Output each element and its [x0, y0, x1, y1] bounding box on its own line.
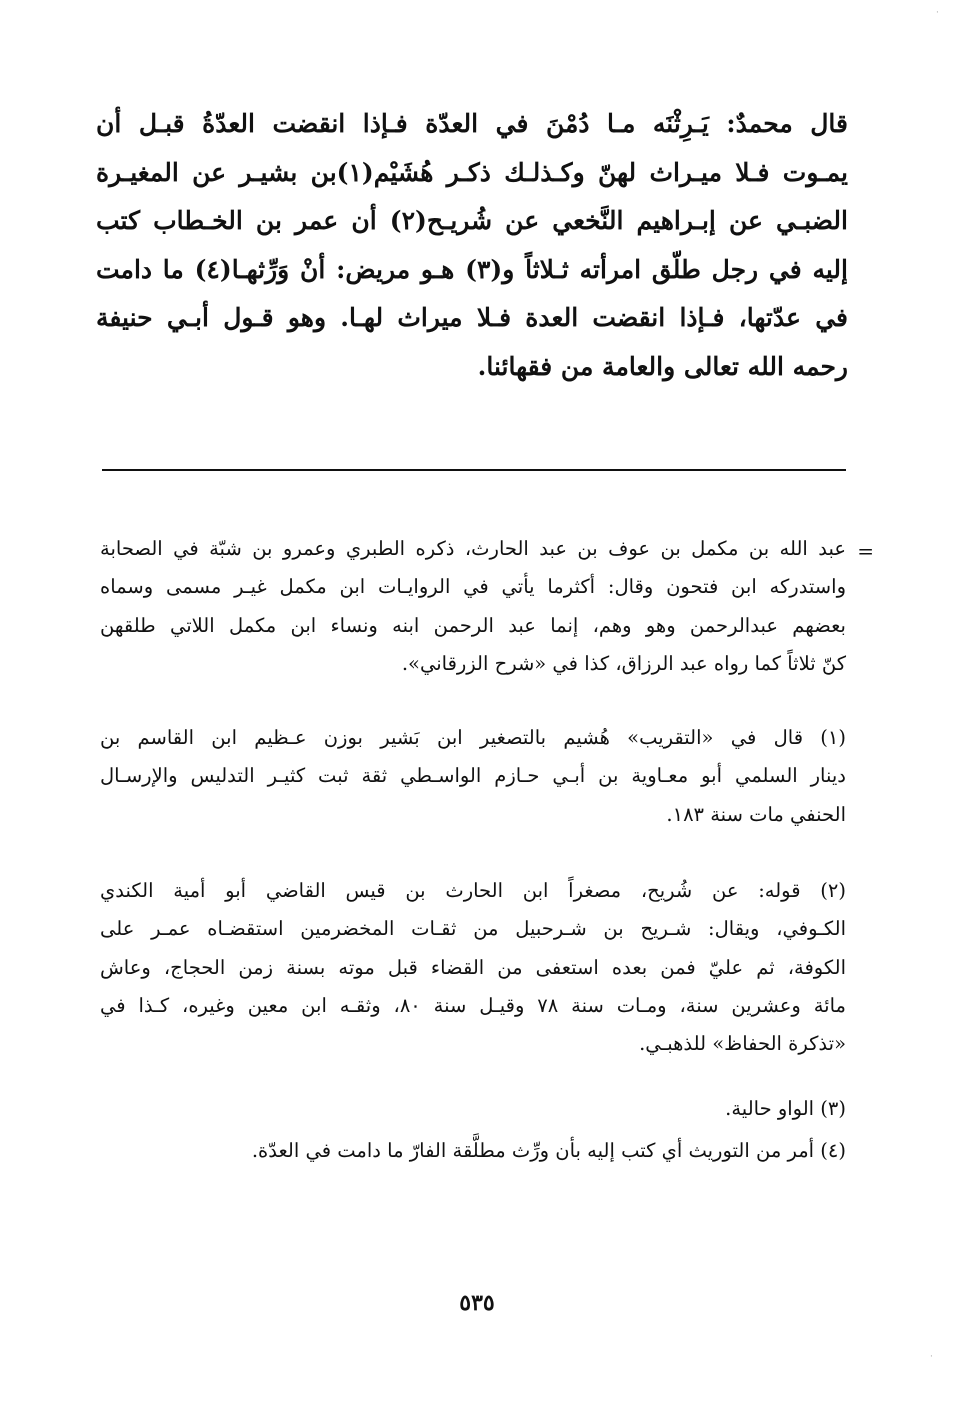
footnote-1	[100, 719, 846, 834]
scan-speck: ·	[936, 8, 939, 18]
footnote-line: مائة وعشرين سنة، ومـات سنة ٧٨ وقيـل سنة ٨٠، وثقـه ابن معين وغيره، كـذا في	[100, 993, 846, 1017]
footnote-4	[100, 1132, 846, 1170]
footnote-line: «تذكرة الحفاظ» للذهبـي.	[639, 1032, 846, 1056]
footnote-2	[100, 872, 846, 1063]
main-text-line: يمـوت فـلا ميـراث لهنّ وكـذلـك ذكـر هُشَيْم(١)بن بشيـر عن المغيـرة	[96, 157, 848, 187]
footnote-line: الكوفة، ثم عليّ فمن بعده استعفى من القضاء قبل موته بسنة زمن الحجاج، وعاش	[100, 955, 846, 979]
footnote-continuation	[100, 530, 874, 683]
main-text-line: إليه في رجل طلّق امرأته ثـلاثاً و(٣) هـو مريض: أنْ وَرِّثهـا(٤) ما دامت	[96, 254, 848, 284]
main-text-line: رحمه الله تعالى والعامة من فقهائنا.	[477, 351, 848, 381]
footnote-line: الكـوفي، ويقال: شـريح بن شـرحبيل من ثقـات المخضرمين استقضـاه عمـر على	[100, 917, 846, 941]
footnote-line: الحنفي مات سنة ١٨٣.	[666, 802, 846, 826]
footnote-line: (٤) أمر من التوريث أي كتب إليه بأن ورِّث مطلَّقة الفارّ ما دامت في العدّة.	[251, 1138, 846, 1162]
footnote-line: عبد الله بن مكمل بن عوف بن عبد الحارث، ذكره الطبري وعمرو بن شبّة في الصحابة	[100, 537, 846, 560]
main-text-line: في عدّتها، فـإذا انقضت العدة فـلا ميراث لهـا. وهو قـول أبـي حنيفة	[96, 303, 848, 332]
footnote-line: بعضهم عبدالرحمن وهو وهم، إنما عبد الرحمن ابنه ونساء ابن مكمل اللاتي طلقهن	[100, 613, 846, 637]
footnotes-section	[100, 530, 874, 1170]
footnote-separator	[102, 469, 846, 471]
footnote-line: واستدركه ابن فتحون وقال: أكثرما يأتي في الروايـات ابن مكمل غيـر مسمى وسماه	[100, 575, 846, 599]
footnote-3	[100, 1090, 846, 1128]
main-text-block	[96, 100, 848, 391]
continuation-mark: =	[857, 539, 874, 563]
footnote-line: دينار السلمي أبو معـاوية بن أبـي حـازم الواسـطي ثقة ثبت كثيـر التدليس والإرسـال	[100, 764, 846, 788]
footnote-line: (٣) الواو حالية.	[725, 1096, 846, 1120]
scan-speck: ·	[930, 1352, 933, 1362]
page-number: ٥٣٥	[459, 1290, 495, 1316]
footnote-line: كنّ ثلاثاً كما رواه عبد الرزاق، كذا في «شرح الزرقاني».	[401, 651, 846, 675]
footnote-line: (٢) قوله: عن شُريح، مصغراً ابن الحارث بن قيس القاضي أبو أمية الكندي	[100, 879, 846, 903]
footnote-line: (١) قال في «التقريب» هُشيم بالتصغير ابن بَشير بوزن عـظيم ابن القاسم بن	[100, 726, 846, 750]
main-text-line: قال محمدٌ: يَـرِثْنَه مـا دُمْنَ في العدّة فـإذا انقضت العدّةُ قبـل أن	[96, 109, 848, 138]
main-text-line: الضبـي عن إبـراهيم النَّخعي عن شُريـح(٢) أن عمر بن الخـطاب كتب	[96, 206, 848, 235]
